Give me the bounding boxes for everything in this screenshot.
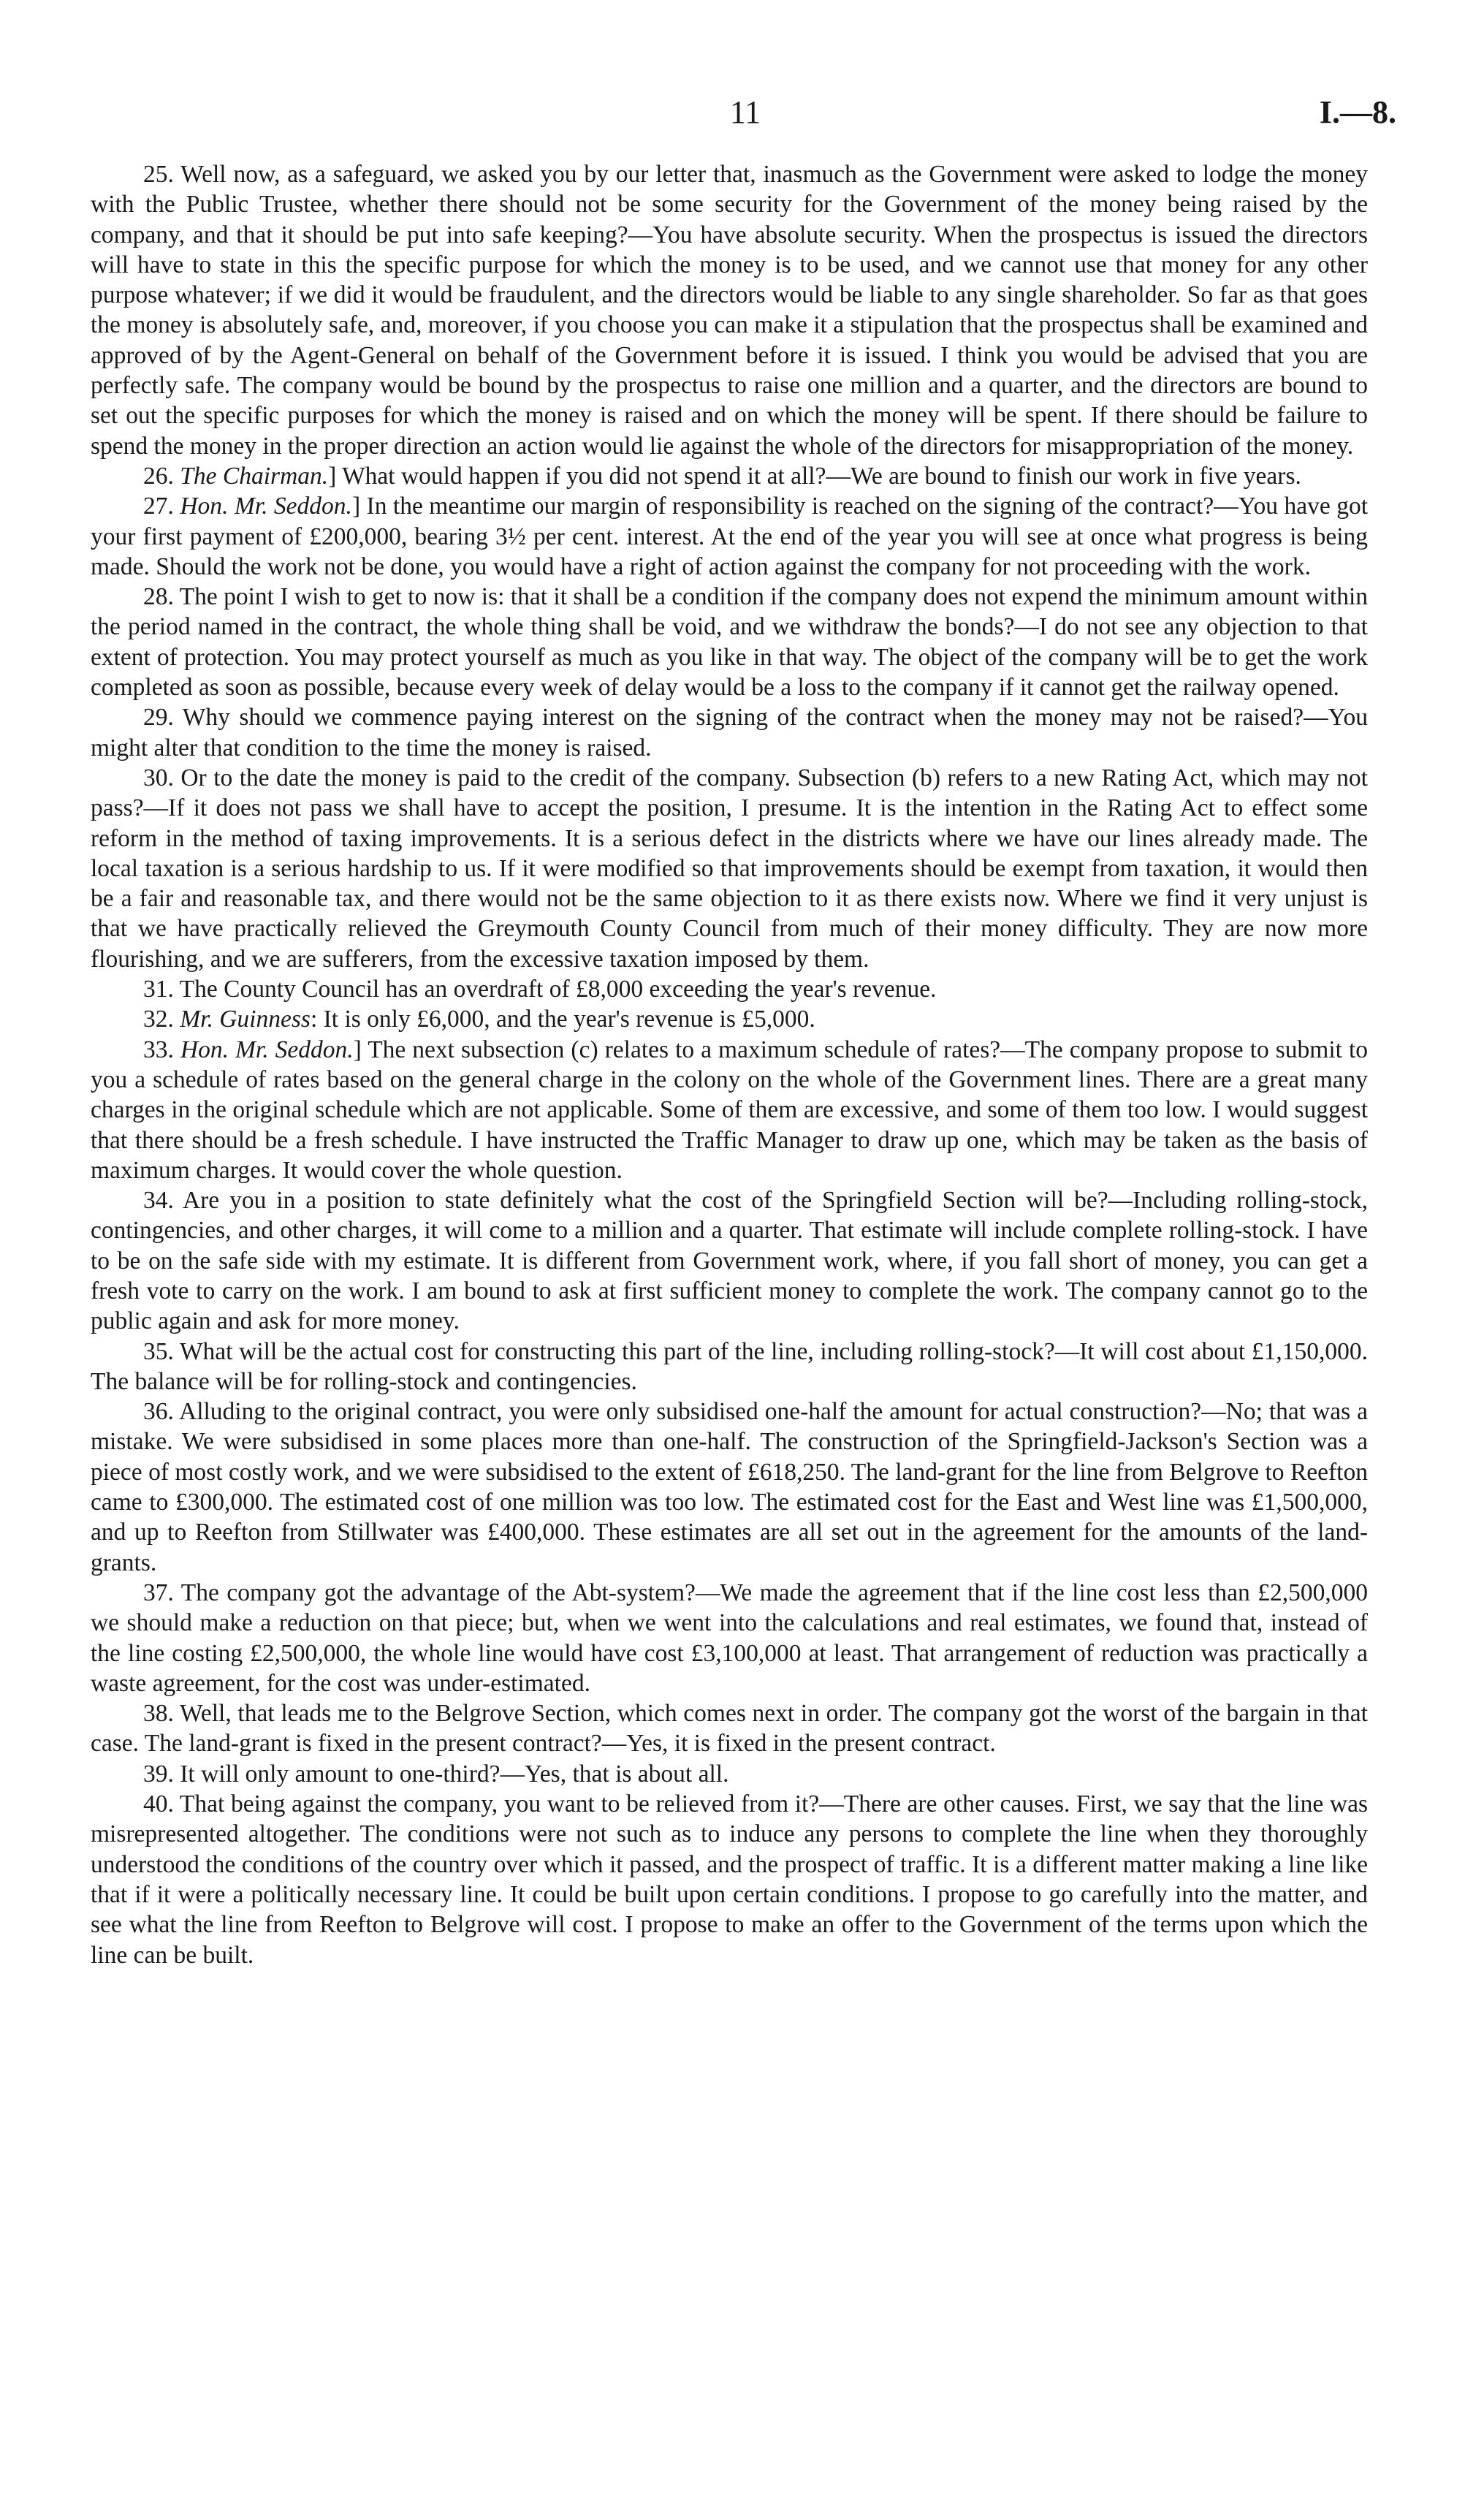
speaker-name: Hon. Mr. Seddon. <box>180 1036 354 1063</box>
paragraph-text: 28. The point I wish to get to now is: that it shall be a condition if the company does not expend the minimum amount within the period named in the contract, the whole thing shall be void, and we withdraw the bonds?—I do not see any objection to that extent of protection. You may protect yourself as much as you like in that way. The object of the company will be to get the work completed as soon as possible, because every week of delay would be a loss to the company if it cannot get the railway opened. <box>91 583 1369 702</box>
paragraph <box>91 491 1368 582</box>
paragraph-text: : It is only £6,000, and the year's revenue is £5,000. <box>310 1006 815 1033</box>
paragraph-text: 40. That being against the company, you want to be relieved from it?—There are other causes. First, we say that the line was misrepresented altogether. The conditions were not such as to induce any persons to complete the line when they thoroughly understood the conditions of the country over which it passed, and the prospect of traffic. It is a different matter making a line like that if it were a politically necessary line. It could be built upon certain conditions. I propose to go carefully into the matter, and see what the line from Reefton to Belgrove will cost. I propose to make an offer to the Government of the terms upon which the line can be built. <box>91 1790 1368 1969</box>
paragraph <box>91 1004 1368 1034</box>
paragraph-text: 25. Well now, as a safeguard, we asked you by our letter that, inasmuch as the Government were asked to lodge the money with the Public Trustee, whether there should not be some security for the Government of the money being raised by the company, and that it should be put into safe keeping?—You have absolute security. When the prospectus is issued the directors will have to state in this the specific purpose for which the money is to be used, and we cannot use that money for any other purpose whatever; if we did it would be fraudulent, and the directors would be liable to any single shareholder. So far as that goes the money is absolutely safe, and, moreover, if you choose you can make it a stipulation that the prospectus shall be examined and approved of by the Agent-General on behalf of the Government before it is issued. I think you would be advised that you are perfectly safe. The company would be bound by the prospectus to raise one million and a quarter, and the directors are bound to set out the specific purposes for which the money is raised and on which the money will be spent. If there should be failure to spend the money in the proper direction an action would lie against the whole of the directors for misappropriation of the money. <box>91 161 1368 460</box>
paragraph-text: 38. Well, that leads me to the Belgrove Section, which comes next in order. The company got the worst of the bargain in that case. The land-grant is fixed in the present contract?—Yes, it is fixed in the present contract. <box>91 1700 1368 1758</box>
paragraph-text: 37. The company got the advantage of the Abt-system?—We made the agreement that if the line cost less than £2,500,000 we should make a reduction on that piece; but, when we went into the calculations and real estimates, we found that, instead of the line costing £2,500,000, the whole line would have cost £3,100,000 at least. That arrangement of reduction was practically a waste agreement, for the cost was under-estimated. <box>91 1579 1368 1697</box>
speaker-name: Mr. Guinness <box>180 1006 311 1033</box>
paragraph <box>91 974 1368 1004</box>
paragraph-number: 26. <box>143 462 180 490</box>
paragraph-number: 32. <box>143 1006 180 1033</box>
paragraph-text: 35. What will be the actual cost for constructing this part of the line, including rolling-stock?—It will cost about £1,150,000. The balance will be for rolling-stock and contingencies. <box>91 1337 1368 1395</box>
document-body <box>91 159 1368 1970</box>
paragraph-text: 36. Alluding to the original contract, you were only subsidised one-half the amount for actual construction?—No; that was a mistake. We were subsidised in some places more than one-half. The construction of the Springfield-Jackson's Section was a piece of most costly work, and we were subsidised to the extent of £618,250. The land-grant for the line from Belgrove to Reefton came to £300,000. The estimated cost of one million was too low. The estimated cost for the East and West line was £1,500,000, and up to Reefton from Stillwater was £400,000. These estimates are all set out in the agreement for the amounts of the land-grants. <box>91 1398 1368 1576</box>
paragraph-number: 27. <box>143 493 180 520</box>
document-reference: I.—8. <box>1319 94 1396 130</box>
paragraph <box>91 702 1368 763</box>
paragraph <box>91 1789 1368 1970</box>
paragraph-text: 29. Why should we commence paying interest on the signing of the contract when the money may not be raised?—You might alter that condition to the time the money is raised. <box>91 704 1368 761</box>
paragraph-text: ] The next subsection (c) relates to a maximum schedule of rates?—The company propose to submit to you a schedule of rates based on the general charge in the colony on the whole of the Government lines. There are a great many charges in the original schedule which are not applicable. Some of them are excessive, and some of them too low. I would suggest that there should be a fresh schedule. I have instructed the Traffic Manager to draw up one, which may be taken as the basis of maximum charges. It would cover the whole question. <box>91 1036 1369 1184</box>
paragraph-text: ] In the meantime our margin of responsibility is reached on the signing of the contract?—You have got your first payment of £200,000, bearing 3½ per cent. interest. At the end of the year you will see at once what progress is being made. Should the work not be done, you would have a right of action against the company for not proceeding with the work. <box>91 493 1369 580</box>
paragraph-number: 33. <box>143 1036 180 1063</box>
paragraph-text: 34. Are you in a position to state definitely what the cost of the Springfield Section will be?—Including rolling-stock, contingencies, and other charges, it will come to a million and a quarter. That estimate will include complete rolling-stock. I have to be on the safe side with my estimate. It is different from Government work, where, if you fall short of money, you can get a fresh vote to carry on the work. I am bound to ask at first sufficient money to complete the work. The company cannot go to the public again and ask for more money. <box>91 1187 1368 1335</box>
paragraph <box>91 763 1368 974</box>
speaker-name: Hon. Mr. Seddon. <box>180 493 352 520</box>
paragraph <box>91 582 1368 702</box>
paragraph-text: 31. The County Council has an overdraft of £8,000 exceeding the year's revenue. <box>143 976 937 1003</box>
paragraph <box>91 1035 1368 1185</box>
paragraph <box>91 1397 1368 1578</box>
paragraph <box>91 1337 1368 1397</box>
paragraph <box>91 1698 1368 1759</box>
paragraph <box>91 1759 1368 1789</box>
paragraph-text: ] What would happen if you did not spend it at all?—We are bound to finish our work in five years. <box>328 462 1301 490</box>
paragraph <box>91 1185 1368 1336</box>
paragraph-text: 39. It will only amount to one-third?—Yes, that is about all. <box>143 1760 729 1788</box>
paragraph <box>91 461 1368 491</box>
speaker-name: The Chairman. <box>180 462 329 490</box>
paragraph-text: 30. Or to the date the money is paid to the credit of the company. Subsection (b) refers to a new Rating Act, which may not pass?—If it does not pass we shall have to accept the position, I presume. It is the intention in the Rating Act to effect some reform in the method of taxing improvements. It is a serious defect in the districts where we have our lines already made. The local taxation is a serious hardship to us. If it were modified so that improvements should be exempt from taxation, it would then be a fair and reasonable tax, and there would not be the same objection to it as there exists now. Where we find it very unjust is that we have practically relieved the Greymouth County Council from much of their money difficulty. They are now more flourishing, and we are sufferers, from the excessive taxation imposed by them. <box>91 764 1368 973</box>
page-number: 11 <box>729 94 761 130</box>
paragraph <box>91 159 1368 461</box>
paragraph <box>91 1578 1368 1698</box>
